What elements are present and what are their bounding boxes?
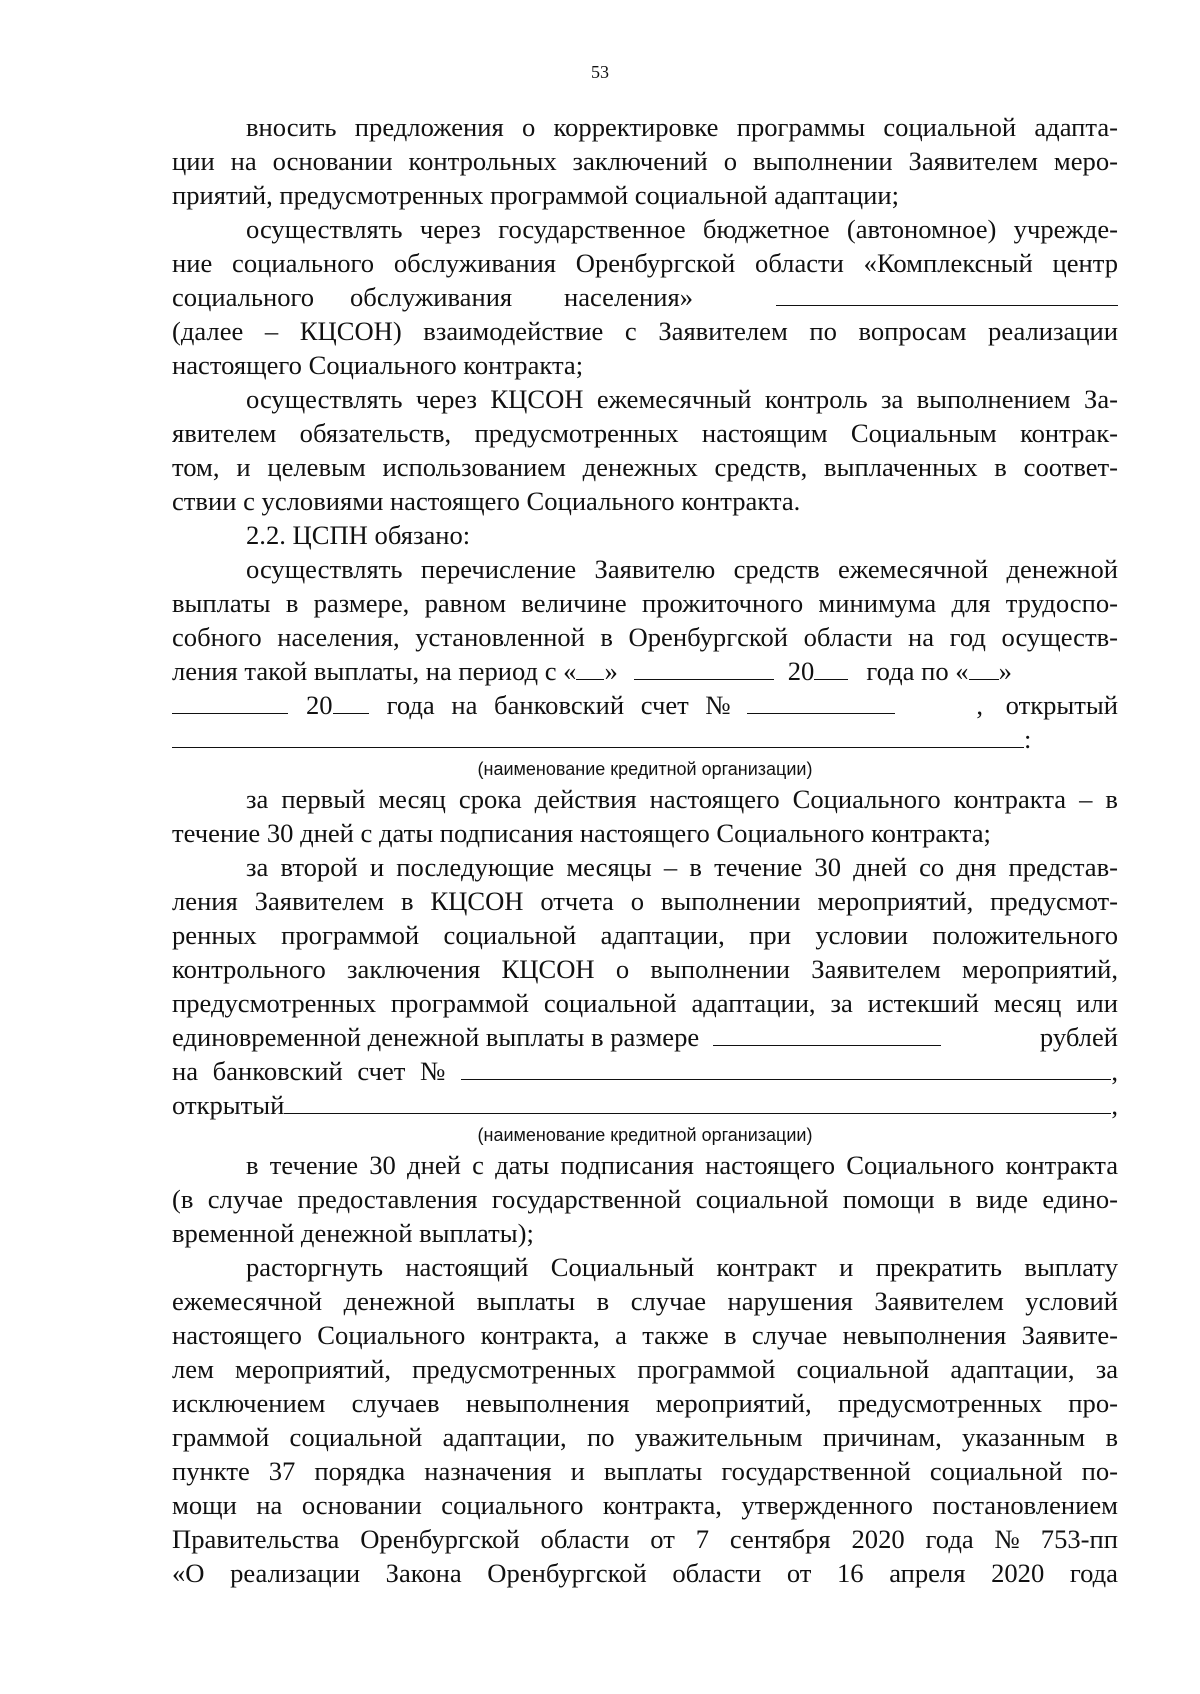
text-line: предусмотренных программой социальной адаптации, за истекший месяц или <box>172 988 1118 1018</box>
text-line: Правительства Оренбургской области от 7 сентября 2020 года № 753-пп <box>172 1524 1118 1554</box>
text-line: осуществлять через государственное бюджетное (автономное) учрежде- <box>246 214 1118 244</box>
text-fragment: года на банковский счет № <box>386 690 731 720</box>
account-number-blank-2 <box>461 1057 1111 1080</box>
start-month-blank <box>634 657 774 680</box>
text-line: в течение 30 дней с даты подписания настоящего Социального контракта <box>246 1150 1118 1180</box>
bank-name-blank-2 <box>284 1091 1111 1114</box>
text-line: вносить предложения о корректировке программы социальной адапта- <box>246 112 1118 142</box>
text-fragment: , <box>1111 1056 1118 1086</box>
period-line <box>172 654 1118 688</box>
text-line: течение 30 дней с даты подписания настоящего Социального контракта; <box>172 818 991 848</box>
text-line: осуществлять через КЦСОН ежемесячный контроль за выполнением За- <box>246 384 1118 414</box>
text-line: «О реализации Закона Оренбургской области от 16 апреля 2020 года <box>172 1558 1118 1588</box>
text-line: исключением случаев невыполнения мероприятий, предусмотренных про- <box>172 1388 1118 1418</box>
text-line: том, и целевым использованием денежных средств, выплаченных в соответ- <box>172 452 1118 482</box>
text-line: настоящего Социального контракта; <box>172 350 584 380</box>
text-line: собного населения, установленной в Оренбургской области на год осуществ- <box>172 622 1118 652</box>
text-line: лем мероприятий, предусмотренных программой социальной адаптации, за <box>172 1354 1118 1384</box>
text-line: контрольного заключения КЦСОН о выполнении Заявителем мероприятий, <box>172 954 1118 984</box>
text-line: мощи на основании социального контракта, утвержденного постановлением <box>172 1490 1118 1520</box>
text-line: (далее – КЦСОН) взаимодействие с Заявителем по вопросам реализации <box>172 316 1118 346</box>
text-fragment: , открытый <box>976 690 1118 720</box>
end-year-blank <box>333 691 369 714</box>
text-fragment: : <box>1024 724 1032 754</box>
text-line: ления Заявителем в КЦСОН отчета о выполнении мероприятий, предусмот- <box>172 886 1118 916</box>
text-fragment: 20 <box>787 656 815 686</box>
text-line: настоящего Социального контракта, а также в случае невыполнения Заявите- <box>172 1320 1118 1350</box>
text-fragment: населения» <box>564 282 694 312</box>
text-fragment: социального <box>172 282 315 312</box>
text-line: ние социального обслуживания Оренбургской области «Комплексный центр <box>172 248 1118 278</box>
text-line: ции на основании контрольных заключений о выполнении Заявителем меро- <box>172 146 1118 176</box>
text-line: осуществлять перечисление Заявителю средств ежемесячной денежной <box>246 554 1118 584</box>
text-fragment: ления такой выплаты, на период с « <box>172 656 577 686</box>
bank-name-blank <box>172 725 1024 748</box>
account-line <box>172 688 1118 722</box>
account-line-2 <box>172 1054 1118 1088</box>
opened-line <box>172 1088 1118 1122</box>
text-line-with-blank <box>172 280 1118 314</box>
text-fragment: единовременной денежной выплаты в размере <box>172 1022 700 1052</box>
sum-line <box>172 1020 1118 1054</box>
start-year-blank <box>814 657 848 680</box>
text-line: граммой социальной адаптации, по уважительным причинам, указанным в <box>172 1422 1118 1452</box>
page-number: 53 <box>591 62 609 82</box>
text-line: (в случае предоставления государственной социальной помощи в виде едино- <box>172 1184 1118 1214</box>
end-month-blank <box>172 691 288 714</box>
text-line: приятий, предусмотренных программой социальной адаптации; <box>172 180 900 210</box>
text-line: ежемесячной денежной выплаты в случае нарушения Заявителем условий <box>172 1286 1118 1316</box>
text-fragment: года по « <box>866 656 969 686</box>
text-fragment: рублей <box>1039 1022 1118 1052</box>
text-fragment: » <box>604 656 618 686</box>
field-caption: (наименование кредитной организации) <box>477 1125 813 1145</box>
text-fragment: на банковский счет № <box>172 1056 446 1086</box>
text-line: за первый месяц срока действия настоящего Социального контракта – в <box>246 784 1118 814</box>
end-day-blank <box>969 657 999 680</box>
account-number-blank <box>747 691 895 714</box>
text-line: ствии с условиями настоящего Социального контракта. <box>172 486 801 516</box>
text-line: временной денежной выплаты); <box>172 1218 534 1248</box>
text-fragment: открытый <box>172 1090 285 1120</box>
text-fragment: » <box>998 656 1012 686</box>
text-fragment: 20 <box>306 690 333 720</box>
text-line: явителем обязательств, предусмотренных настоящим Социальным контрак- <box>172 418 1118 448</box>
text-line: выплаты в размере, равном величине прожиточного минимума для трудоспо- <box>172 588 1118 618</box>
text-line: пункте 37 порядка назначения и выплаты государственной социальной по- <box>172 1456 1118 1486</box>
field-caption: (наименование кредитной организации) <box>477 759 813 779</box>
text-fragment: , <box>1111 1090 1118 1120</box>
section-heading: 2.2. ЦСПН обязано: <box>246 520 471 550</box>
sum-blank <box>713 1023 941 1046</box>
document-body <box>172 110 1118 1590</box>
kcson-name-blank <box>776 283 1118 306</box>
start-day-blank <box>576 657 604 680</box>
text-fragment: обслуживания <box>350 282 513 312</box>
text-line: расторгнуть настоящий Социальный контракт и прекратить выплату <box>246 1252 1118 1282</box>
text-line: ренных программой социальной адаптации, при условии положительного <box>172 920 1118 950</box>
text-line: за второй и последующие месяцы – в течение 30 дней со дня представ- <box>246 852 1118 882</box>
bank-name-line <box>172 722 1118 756</box>
